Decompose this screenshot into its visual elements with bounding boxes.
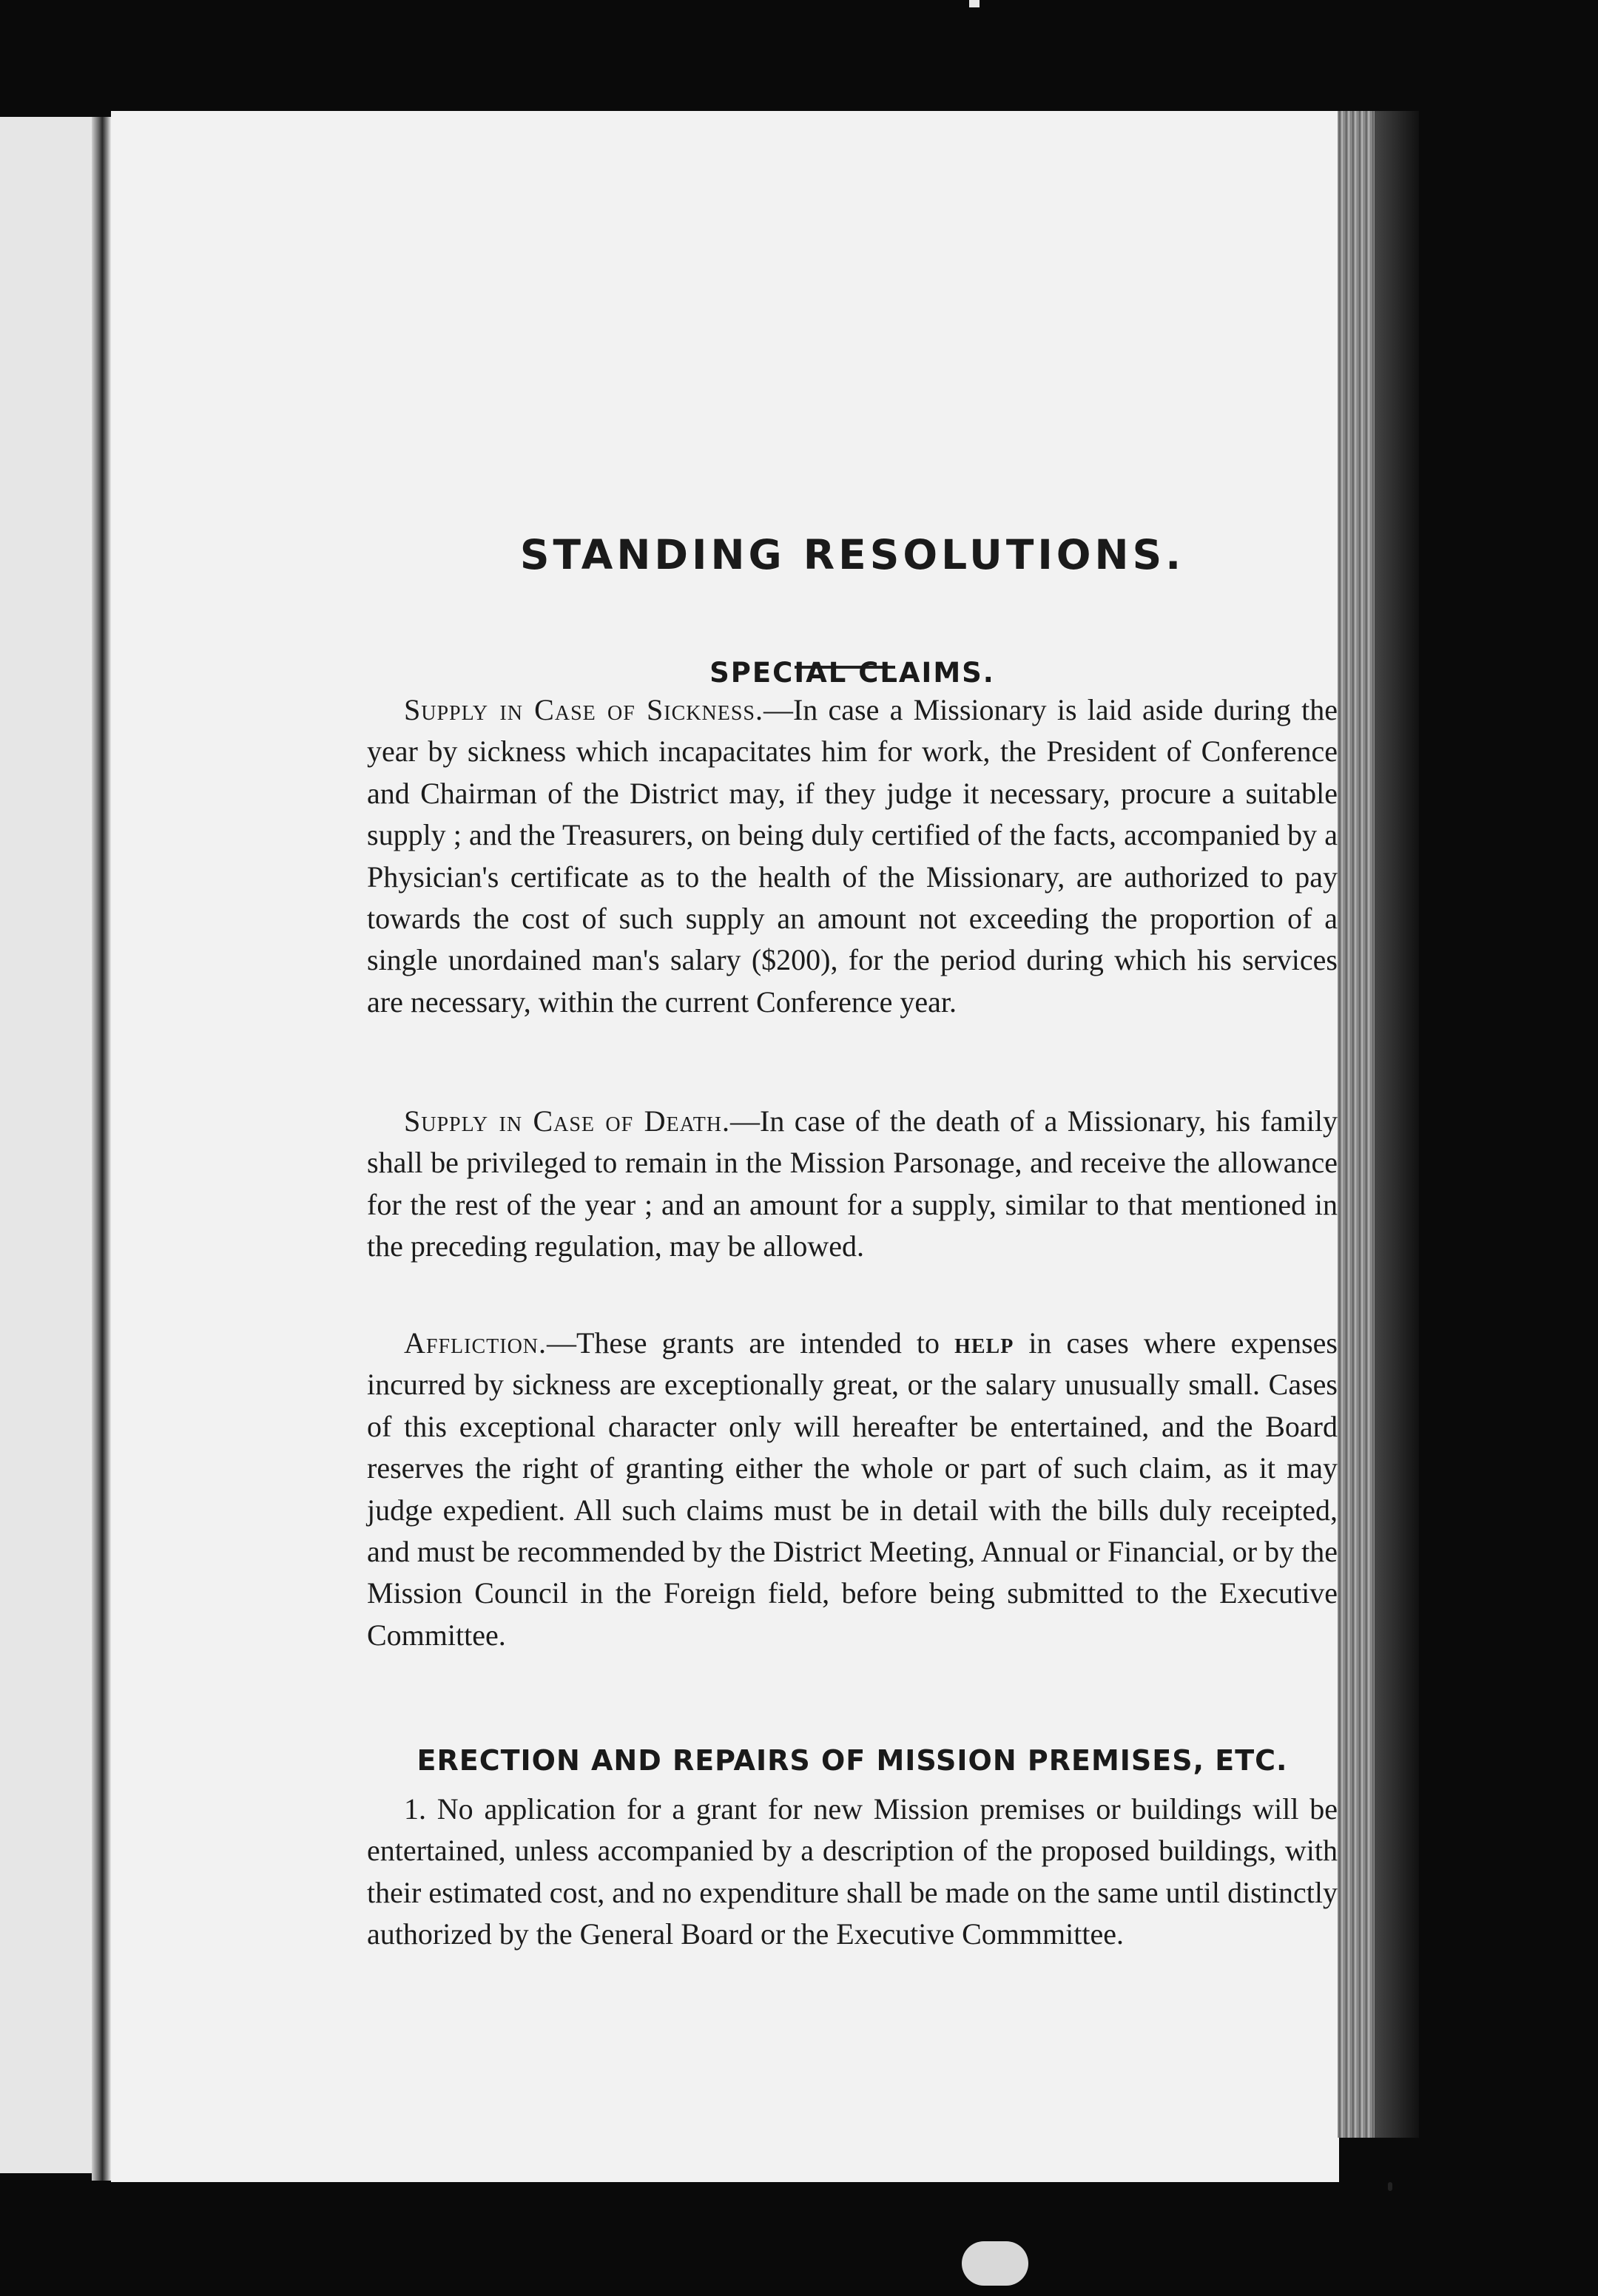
document-page	[111, 111, 1339, 2182]
paragraph-supply-sickness	[367, 689, 1338, 1023]
scan-artifact	[962, 2241, 1028, 2286]
section-heading-erection: ERECTION AND REPAIRS OF MISSION PREMISES, ETC.	[417, 1744, 1288, 1777]
facing-page-edge	[0, 117, 102, 2173]
run-in-heading-death: Supply in Case of Death.	[404, 1104, 731, 1138]
paragraph-erection-item-1: 1. No application for a grant for new Mission premises or buildings will be entertained, unless accompanied by a description of the proposed buildings, with their estimated cost, and no expenditure shall be made on the same until distinctly authorized by the General Board or the Executive Commmittee.	[367, 1792, 1338, 1951]
paragraph-text-affliction-a: —These grants are intended to	[547, 1326, 955, 1360]
page-title: STANDING RESOLUTIONS.	[519, 531, 1185, 578]
paragraph-supply-death	[367, 1101, 1338, 1268]
paragraph-text-death: —In case of the death of a Missionary, his family shall be privileged to remain in the Mission Parsonage, and receive the allowance for the rest of the year ; and an amount for a supply, similar to that mentioned in the preceding regulation, may be allowed.	[367, 1104, 1338, 1263]
paragraph-text-affliction-b: in cases where expenses incurred by sickness are exceptionally great, or the salary unusually small. Cases of this exceptional character only will hereafter be entertained, and the Board reserves the right of granting either the whole or part of such claim, as it may judge expedient. All such claims must be in detail with the bills duly receipted, and must be recommended by the District Meeting, Annual or Financial, or by the Mission Council in the Foreign field, before being submitted to the Executive Committee.	[367, 1326, 1338, 1652]
run-in-heading-affliction: Affliction.	[404, 1326, 547, 1360]
scan-artifact	[969, 0, 980, 7]
paragraph-affliction	[367, 1323, 1338, 1656]
ink-speck	[1388, 2182, 1392, 2191]
section-heading-special-claims: SPECIAL CLAIMS.	[709, 657, 995, 689]
run-in-heading-sickness: Supply in Case of Sickness.	[404, 693, 763, 726]
page-stack-edge	[1338, 111, 1375, 2138]
emphasis-help: help	[954, 1326, 1014, 1360]
book-gutter	[92, 117, 111, 2181]
page-shadow	[1375, 111, 1419, 2138]
paragraph-text-sickness: —In case a Missionary is laid aside during the year by sickness which incapacitates him for work, the President of Conference and Chairman of the District may, if they judge it necessary, procure a suitable supply ; and the Treasurers, on being duly certified of the facts, accompanied by a Physician's certificate as to the health of the Missionary, are authorized to pay towards the cost of such supply an amount not exceeding the proportion of a single unordained man's salary ($200), for the period during which his services are necessary, within the current Conference year.	[367, 693, 1338, 1019]
